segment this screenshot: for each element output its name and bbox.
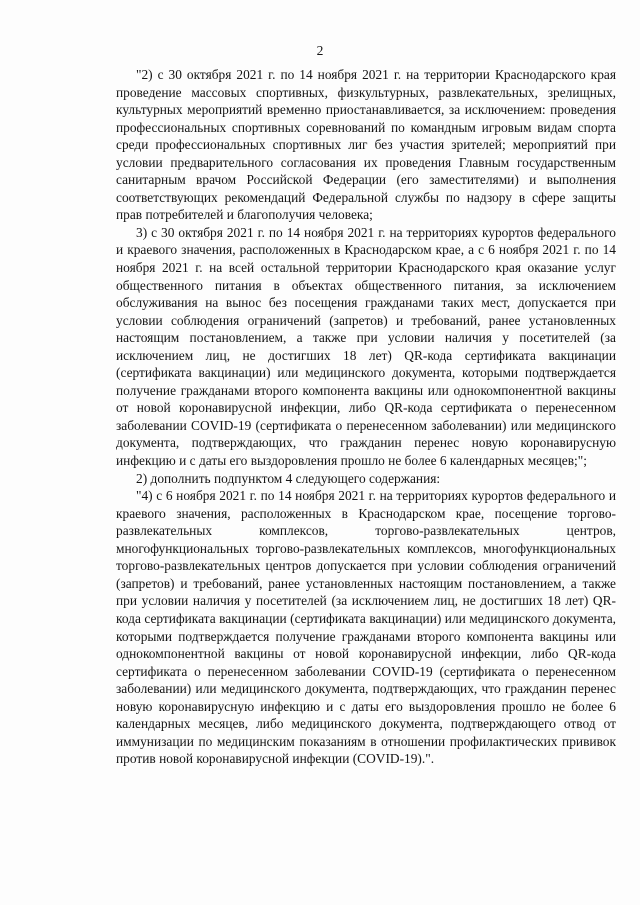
paragraph-subpoint-4-quoted: "4) с 6 ноября 2021 г. по 14 ноября 2021 г. на территориях курортов федерального и краевого значения, расположенных в Краснодарском крае, посещение торгово-развлекательных комплексов, торгово-развлекательных центров, многофункциональных торгово-развлекательных комплексов, многофункциональных торгово-развлекательных центров допускается при условии соблюдения ограничений (запретов) и требований, ранее установленных настоящим постановлением, а также при условии наличия у посетителей (за исключением лиц, не достигших 18 лет) QR-кода сертификата вакцинации (сертификата вакцинации) или медицинского документа, которыми подтверждается получение гражданами второго компонента вакцины или однокомпонентной вакцины от новой коронавирусной инфекции, либо QR-кода сертификата о перенесенном заболевании COVID-19 (сертификата о перенесенном заболевании) или медицинского документа, подтверждающих, что гражданин перенес новую коронавирусную инфекцию и с даты его выздоровления прошло не более 6 календарных месяцев, либо медицинского документа, подтверждающего отвод от иммунизации по медицинским показаниям в отношении профилактических прививок против новой коронавирусной инфекции (COVID-19).". (116, 488, 616, 767)
paragraph-subpoint-3-quoted: 3) с 30 октября 2021 г. по 14 ноября 2021 г. на территориях курортов федерального и краевого значения, расположенных в Краснодарском крае, а с 6 ноября 2021 г. по 14 ноября 2021 г. на всей остальной территории Краснодарского края оказание услуг общественного питания в объектах общественного питания, за исключением обслуживания на вынос без посещения гражданами таких мест, допускается при условии соблюдения ограничений (запретов) и требований, ранее установленных настоящим постановлением, а также при условии наличия у посетителей (за исключением лиц, не достигших 18 лет) QR-кода сертификата вакцинации (сертификата вакцинации) или медицинского документа, которыми подтверждается получение гражданами второго компонента вакцины или однокомпонентной вакцины от новой коронавирусной инфекции, либо QR-кода сертификата о перенесенном заболевании COVID-19 (сертификата о перенесенном заболевании) или медицинского документа, подтверждающих, что гражданин перенес новую коронавирусную инфекцию и с даты его выздоровления прошло не более 6 календарных месяцев;"; (116, 224, 616, 469)
paragraph-amendment-2: 2) дополнить подпунктом 4 следующего содержания: (136, 470, 441, 486)
paragraph-subpoint-2-quoted: "2) с 30 октября 2021 г. по 14 ноября 2021 г. на территории Краснодарского края проведение массовых спортивных, физкультурных, развлекательных, зрелищных, культурных мероприятий временно приостанавливается, за исключением: проведения профессиональных спортивных соревнований по командным игровым видам спорта среди профессиональных спортивных лиг без участия зрителей; мероприятий при условии предварительного согласования их проведения Главным государственным санитарным врачом Российской Федерации (его заместителями) и выполнения соответствующих рекомендаций Федеральной службы по надзору в сфере защиты прав потребителей и благополучия человека; (116, 67, 616, 223)
page-number: 2 (316, 43, 324, 58)
document-body (116, 66, 616, 768)
